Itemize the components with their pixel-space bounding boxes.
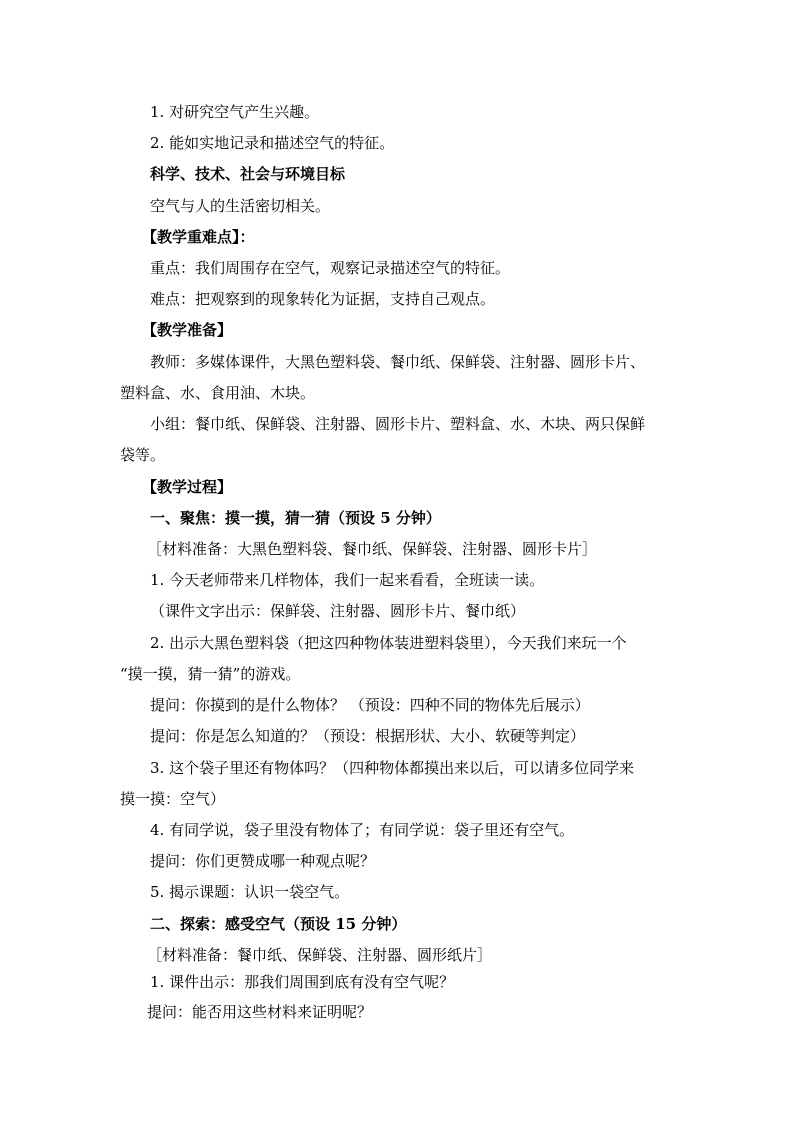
section-heading: 【教学过程】 [142, 478, 233, 496]
text-line: 提问：你摸到的是什么物体？ （预设：四种不同的物体先后展示） [150, 696, 590, 714]
text-line: 2. 出示大黑色塑料袋（把这四种物体装进塑料袋里），今天我们来玩一个 [150, 634, 627, 652]
section-heading: 二、探索：感受空气（预设 15 分钟） [150, 915, 407, 933]
section-heading: 【教学准备】 [142, 321, 233, 339]
text-line: 提问：你们更赞成哪一种观点呢？ [150, 852, 376, 870]
text-line: 提问：能否用这些材料来证明呢？ [147, 1003, 373, 1021]
text-line: 小组：餐巾纸、保鲜袋、注射器、圆形卡片、塑料盒、水、木块、两只保鲜 [150, 415, 646, 433]
text-line: 1. 课件出示：那我们周围到底有没有空气呢？ [150, 973, 455, 991]
text-line: 2. 能如实地记录和描述空气的特征。 [150, 134, 395, 152]
text-line: “摸一摸，猜一猜”的游戏。 [120, 665, 301, 683]
section-heading: 一、聚焦：摸一摸，猜一猜（预设 5 分钟） [150, 509, 441, 527]
text-line: ［材料准备：大黑色塑料袋、餐巾纸、保鲜袋、注射器、圆形卡片］ [147, 540, 598, 558]
text-line: 空气与人的生活密切相关。 [150, 197, 331, 215]
text-line: 难点：把观察到的现象转化为证据，支持自己观点。 [150, 290, 496, 308]
text-line: 塑料盒、水、食用油、木块。 [120, 384, 316, 402]
text-line: 4. 有同学说，袋子里没有物体了；有同学说：袋子里还有空气。 [150, 821, 575, 839]
section-heading: 【教学重难点】： [142, 228, 255, 246]
text-line: ［材料准备：餐巾纸、保鲜袋、注射器、圆形纸片］ [147, 946, 493, 964]
text-line: 摸一摸：空气） [120, 790, 226, 808]
text-line: 袋等。 [120, 446, 166, 464]
text-line: 提问：你是怎么知道的？（预设：根据形状、大小、软硬等判定） [150, 727, 586, 745]
text-line: 5. 揭示课题：认识一袋空气。 [150, 883, 350, 901]
text-line: （课件文字出示：保鲜袋、注射器、圆形卡片、餐巾纸） [150, 602, 526, 620]
text-line: 重点：我们周围存在空气，观察记录描述空气的特征。 [150, 259, 511, 277]
section-heading: 科学、技术、社会与环境目标 [150, 165, 346, 183]
text-line: 1. 今天老师带来几样物体，我们一起来看看，全班读一读。 [150, 571, 545, 589]
text-line: 3. 这个袋子里还有物体吗？（四种物体都摸出来以后，可以请多位同学来 [150, 759, 635, 777]
text-line: 教师：多媒体课件，大黑色塑料袋、餐巾纸、保鲜袋、注射器、圆形卡片、 [150, 353, 646, 371]
text-line: 1. 对研究空气产生兴趣。 [150, 103, 320, 121]
